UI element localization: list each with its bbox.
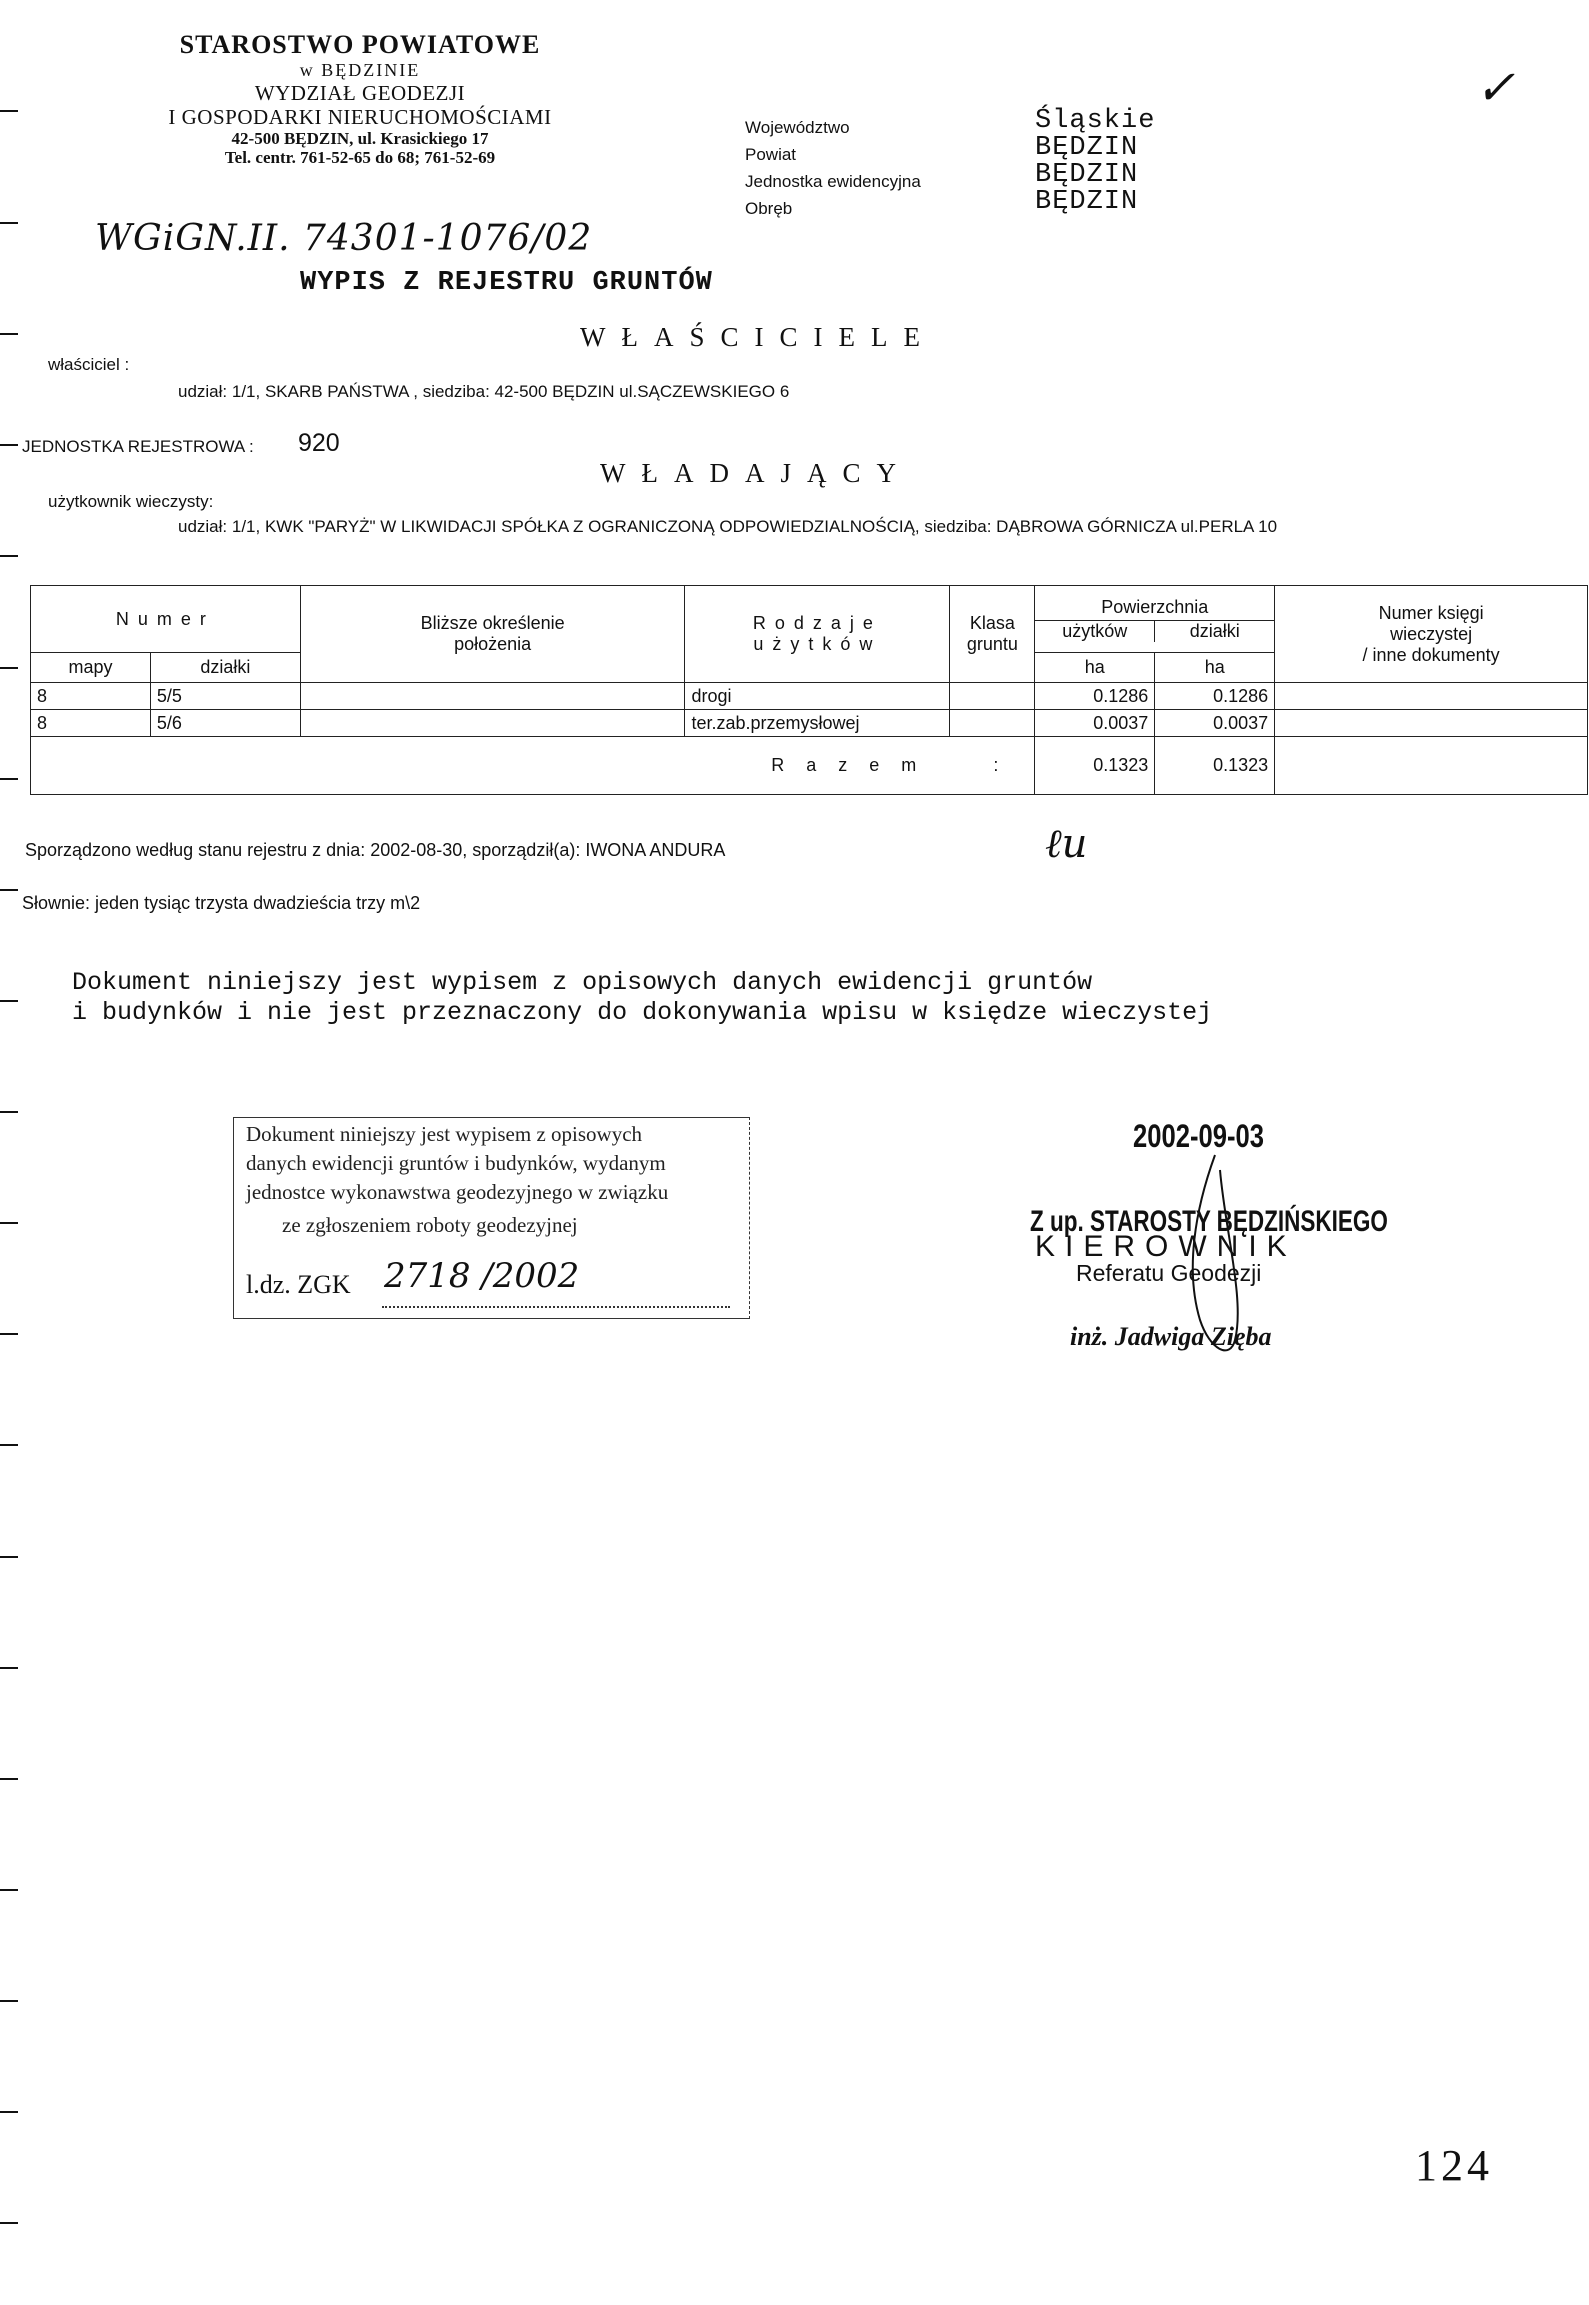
total-area-parcel: 0.1323 bbox=[1155, 737, 1275, 795]
stamp-ldz-value: 2718 /2002 bbox=[384, 1256, 580, 1296]
header-area-title: Powierzchnia bbox=[1101, 596, 1209, 617]
stamp-ldz-label: l.dz. ZGK bbox=[246, 1270, 351, 1299]
table-total-row bbox=[31, 737, 1588, 795]
registry-unit-label: JEDNOSTKA REJESTROWA : bbox=[22, 437, 254, 456]
header-location bbox=[300, 586, 685, 683]
region-value-precinct: BĘDZIN bbox=[1035, 187, 1139, 217]
stamp-line3: jednostce wykonawstwa geodezyjnego w związku bbox=[246, 1180, 669, 1204]
header-ha-use: ha bbox=[1035, 653, 1155, 683]
cell-area-parcel: 0.1286 bbox=[1155, 683, 1275, 710]
authority-line: Z up. STAROSTY BĘDZIŃSKIEGO bbox=[1030, 1205, 1388, 1238]
office-phone: Tel. centr. 761-52-65 do 68; 761-52-69 bbox=[224, 148, 496, 168]
holder-entry: udział: 1/1, KWK "PARYŻ" W LIKWIDACJI SPÓŁKA Z OGRANICZONĄ ODPOWIEDZIALNOŚCIĄ, siedziba: DĄBROWA GÓRNICZA ul.PERLA 10 bbox=[178, 517, 1278, 536]
region-label-voivodeship: Województwo bbox=[745, 118, 850, 137]
holder-role: użytkownik wieczysty: bbox=[48, 492, 214, 511]
cell-class bbox=[950, 710, 1035, 737]
header-map: mapy bbox=[31, 653, 151, 683]
header-area-parcel: działki bbox=[1189, 620, 1240, 641]
header-area bbox=[1035, 586, 1275, 653]
office-city: w BĘDZINIE bbox=[299, 59, 421, 80]
region-label-precinct: Obręb bbox=[745, 199, 793, 218]
total-colon: : bbox=[993, 755, 999, 775]
cell-area-use: 0.1286 bbox=[1035, 683, 1155, 710]
header-land-use-line1: Rodzaje bbox=[752, 613, 882, 633]
holders-heading: WŁADAJĄCY bbox=[600, 458, 912, 488]
owners-heading: WŁAŚCICIELE bbox=[580, 322, 936, 352]
authority-name: inż. Jadwiga Zięba bbox=[1070, 1322, 1272, 1351]
cell-map: 8 bbox=[31, 683, 151, 710]
issuance-stamp bbox=[233, 1117, 750, 1319]
authority-department: Referatu Geodezji bbox=[1076, 1260, 1262, 1286]
region-labels bbox=[745, 114, 921, 222]
case-signature: WGiGN.II. 74301-1076/02 bbox=[95, 218, 593, 259]
cell-class bbox=[950, 683, 1035, 710]
stamp-line4: ze zgłoszeniem roboty geodezyjnej bbox=[282, 1213, 578, 1237]
header-land-register-line2: wieczystej bbox=[1390, 623, 1473, 644]
header-class-line2: gruntu bbox=[966, 634, 1018, 654]
header-location-line1: Bliższe określenie bbox=[420, 613, 565, 633]
cell-land-use: drogi bbox=[685, 683, 950, 710]
disclaimer-line1: Dokument niniejszy jest wypisem z opisowych danych ewidencji gruntów bbox=[72, 968, 1093, 997]
registry-unit-value: 920 bbox=[298, 429, 340, 457]
total-area-use: 0.1323 bbox=[1035, 737, 1155, 795]
header-land-register-line1: Numer księgi bbox=[1378, 602, 1484, 623]
stamp-line2: danych ewidencji gruntów i budynków, wydanym bbox=[246, 1151, 666, 1175]
date-stamp: 2002-09-03 bbox=[1133, 1118, 1264, 1154]
header-class-line1: Klasa bbox=[969, 613, 1015, 633]
total-label: Razem bbox=[771, 755, 939, 775]
stamp-line1: Dokument niniejszy jest wypisem z opisowych bbox=[246, 1122, 643, 1146]
check-mark-icon: ✓ bbox=[1475, 60, 1516, 116]
cell-area-parcel: 0.0037 bbox=[1155, 710, 1275, 737]
header-land-register-line3: / inne dokumenty bbox=[1362, 644, 1500, 665]
header-location-line2: położenia bbox=[454, 634, 532, 654]
cell-location bbox=[300, 683, 685, 710]
region-label-unit: Jednostka ewidencyjna bbox=[745, 172, 921, 191]
header-parcel: działki bbox=[150, 653, 300, 683]
office-header bbox=[140, 30, 580, 168]
page-number: 124 bbox=[1415, 2141, 1493, 2190]
header-class bbox=[950, 586, 1035, 683]
table-row bbox=[31, 683, 1588, 710]
office-department: WYDZIAŁ GEODEZJI bbox=[254, 80, 466, 105]
cell-area-use: 0.0037 bbox=[1035, 710, 1155, 737]
cell-parcel: 5/5 bbox=[150, 683, 300, 710]
header-numer: Numer bbox=[31, 586, 301, 653]
header-land-use-line2: użytków bbox=[753, 634, 882, 654]
handwritten-signature-icon bbox=[1175, 1150, 1255, 1370]
cell-land-use: ter.zab.przemysłowej bbox=[685, 710, 950, 737]
cell-land-register bbox=[1275, 710, 1588, 737]
office-address: 42-500 BĘDZIN, ul. Krasickiego 17 bbox=[231, 128, 489, 148]
region-value-unit: BĘDZIN bbox=[1035, 160, 1139, 190]
prepared-by: Sporządzono według stanu rejestru z dnia: 2002-08-30, sporządził(a): IWONA ANDURA bbox=[25, 840, 726, 860]
office-department-2: I GOSPODARKI NIERUCHOMOŚCIAMI bbox=[168, 104, 552, 129]
cell-land-register bbox=[1275, 683, 1588, 710]
cell-parcel: 5/6 bbox=[150, 710, 300, 737]
header-ha-parcel: ha bbox=[1155, 653, 1275, 683]
region-values bbox=[1035, 108, 1155, 216]
disclaimer-line2: i budynków i nie jest przeznaczony do dokonywania wpisu w księdze wieczystej bbox=[72, 998, 1213, 1027]
region-value-voivodeship: Śląskie bbox=[1035, 106, 1156, 136]
owner-role: właściciel : bbox=[48, 355, 130, 374]
header-land-register bbox=[1275, 586, 1588, 683]
authority-title: KIEROWNIK bbox=[1035, 1230, 1297, 1263]
document-title: WYPIS Z REJESTRU GRUNTÓW bbox=[300, 268, 713, 298]
cell-location bbox=[300, 710, 685, 737]
region-label-county: Powiat bbox=[745, 145, 797, 164]
disclaimer-note bbox=[72, 968, 1212, 1028]
office-name: STAROSTWO POWIATOWE bbox=[179, 30, 541, 59]
header-land-use bbox=[685, 586, 950, 683]
region-value-county: BĘDZIN bbox=[1035, 133, 1139, 163]
area-in-words: Słownie: jeden tysiąc trzysta dwadzieścia trzy m\2 bbox=[22, 893, 421, 913]
stamp-dotted-line bbox=[382, 1306, 730, 1308]
table-row bbox=[31, 710, 1588, 737]
header-area-use: użytków bbox=[1035, 621, 1155, 642]
total-label-cell bbox=[31, 737, 1035, 795]
cell-map: 8 bbox=[31, 710, 151, 737]
preparer-signature-icon: ℓu bbox=[1045, 821, 1088, 867]
owner-entry: udział: 1/1, SKARB PAŃSTWA , siedziba: 42-500 BĘDZIN ul.SĄCZEWSKIEGO 6 bbox=[178, 382, 790, 401]
parcel-table bbox=[30, 585, 1588, 795]
total-land-register bbox=[1275, 737, 1588, 795]
